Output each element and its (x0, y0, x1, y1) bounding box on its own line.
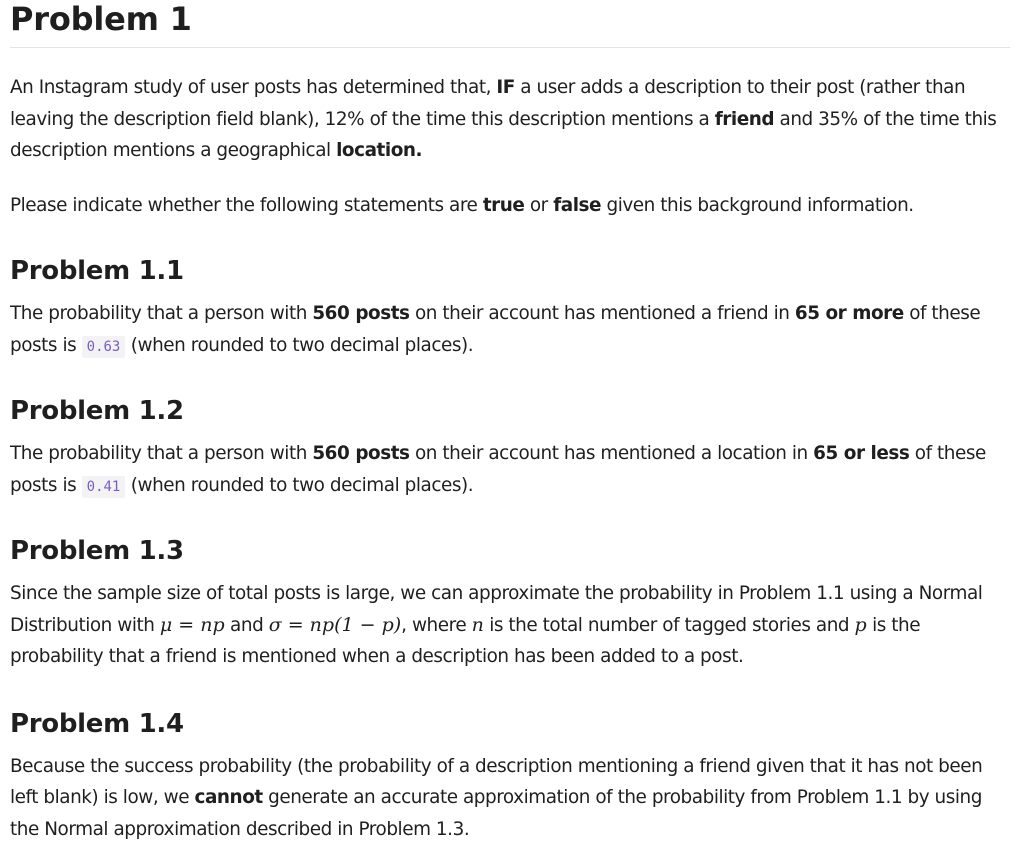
problem-1-1-text (10, 298, 1010, 363)
p11-text-4: (when rounded to two decimal places). (125, 334, 474, 356)
intro-bold-friend: friend (714, 108, 775, 130)
p13-math-sigma: σ = np(1 − p) (268, 613, 402, 636)
intro-text-3: and 35% of the time this description mentions a geographical (10, 108, 997, 161)
p11-bold-count: 65 or more (794, 303, 904, 324)
problem-1-1-heading: Problem 1.1 (10, 256, 184, 286)
p12-text-2: on their account has mentioned a location in (409, 443, 814, 464)
p11-text-2: on their account has mentioned a friend in (409, 303, 795, 324)
p11-text-1: The probability that a person with (10, 303, 313, 324)
p14-text-1: Because the success probability (the probability of a description mentioning a friend given that it has not been left blank) is low, we (10, 755, 983, 808)
problem-1-3-text (10, 578, 1010, 673)
p13-math-n: n (471, 613, 484, 636)
p12-text-3: of these posts is (10, 443, 986, 496)
p12-bold-count: 65 or less (813, 443, 910, 464)
problem-1-2-text (10, 438, 1010, 503)
p14-bold-cannot: cannot (194, 787, 263, 808)
p13-text-4: is the total number of tagged stories and (483, 614, 855, 636)
p11-text-3: of these posts is (10, 303, 981, 356)
problem-1-3-heading: Problem 1.3 (10, 536, 184, 566)
intro-bold-if: IF (496, 77, 515, 98)
p11-bold-posts: 560 posts (312, 303, 410, 324)
instruction-text-1: Please indicate whether the following statements are (10, 194, 483, 216)
problem-1-4-heading: Problem 1.4 (10, 708, 184, 739)
intro-text-1: An Instagram study of user posts has determined that, (10, 77, 497, 98)
p13-text-2: and (224, 614, 269, 636)
p13-text-5: is the probability that a friend is mentioned when a description has been added to a post. (10, 614, 921, 667)
intro-text-2: a user adds a description to their post (rather than leaving the description field blank), 12% of the time this description mentions a (10, 77, 966, 130)
problem-1-4-text (10, 751, 1010, 846)
instruction-bold-true: true (482, 194, 525, 216)
problem-1-2-heading: Problem 1.2 (10, 396, 184, 426)
p12-text-4: (when rounded to two decimal places). (125, 474, 474, 496)
page-title: Problem 1 (10, 0, 1010, 48)
p13-math-p: p (854, 613, 867, 636)
p12-text-1: The probability that a person with (10, 443, 313, 464)
document (10, 0, 1010, 845)
instruction-bold-false: false (553, 194, 602, 216)
intro-bold-location: location. (336, 140, 423, 161)
p12-bold-posts: 560 posts (312, 443, 410, 464)
p13-math-mu: μ = np (159, 613, 225, 636)
instruction-text-3: given this background information. (601, 194, 914, 216)
instruction-text-2: or (524, 194, 554, 216)
p11-probability-value: 0.63 (82, 336, 126, 358)
p12-probability-value: 0.41 (82, 476, 126, 498)
p14-text-2: generate an accurate approximation of the probability from Problem 1.1 by using the Normal approximation described in Problem 1.3. (10, 787, 982, 840)
p13-text-3: , where (401, 614, 472, 636)
intro-paragraph (10, 72, 1010, 167)
p13-text-1: Since the sample size of total posts is large, we can approximate the probability in Problem 1.1 using a Normal Distribution with (10, 583, 983, 636)
instruction-paragraph (10, 190, 1010, 222)
